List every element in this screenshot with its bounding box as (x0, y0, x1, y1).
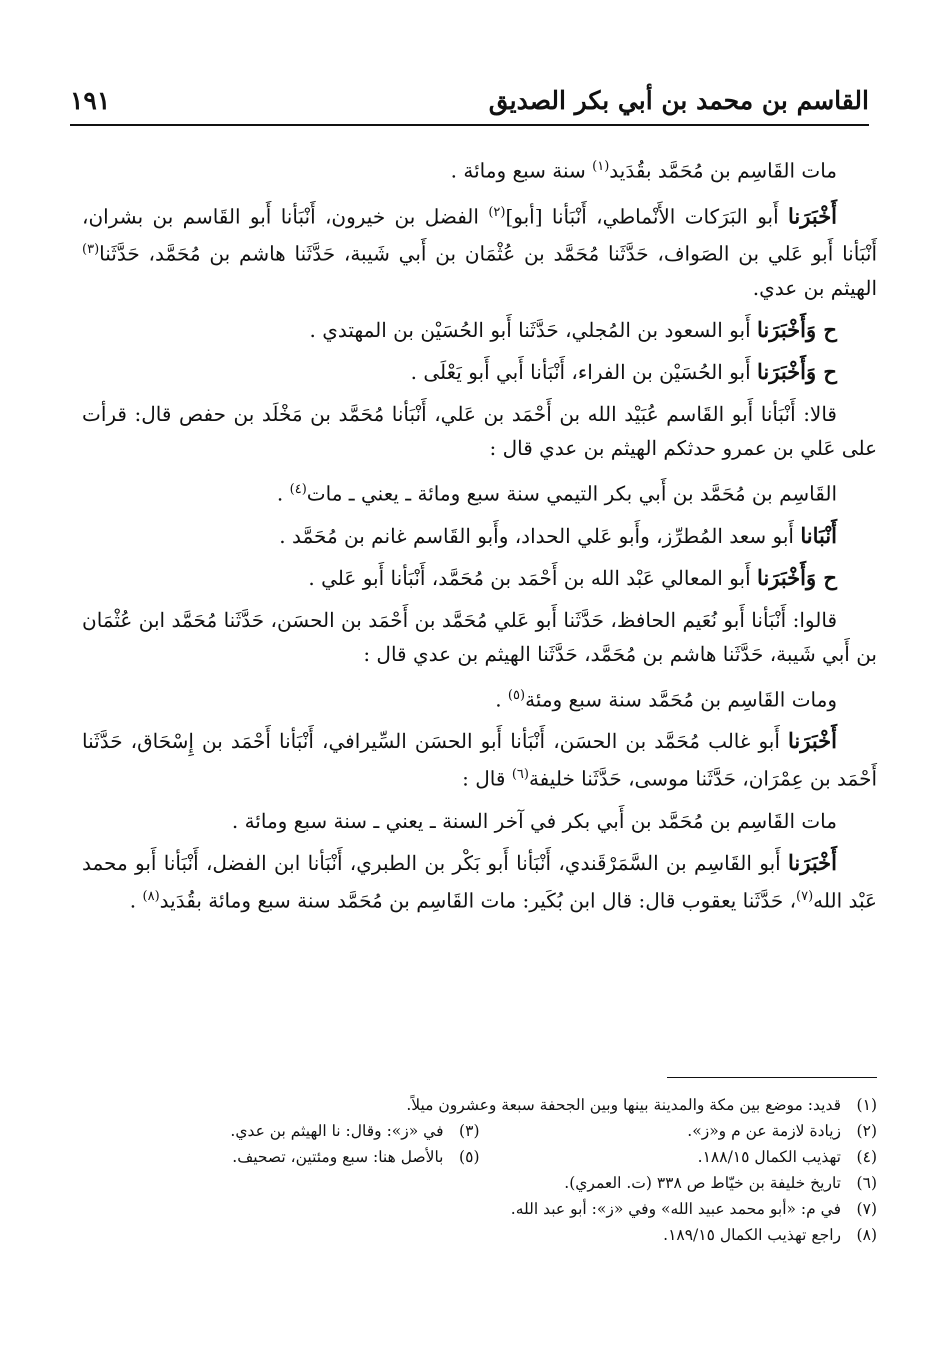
isnad-lead: ح وَأَخْبَرَنا (757, 564, 837, 590)
footnote-rule (667, 1077, 877, 1078)
footnote-item: (٧)في م: «أبو محمد عبيد الله» وفي «ز»: أبو عبد الله. (510, 1200, 877, 1218)
footnote-item: (٦)تاريخ خليفة بن خيّاط ص ٣٣٨ (ت. العمري). (564, 1174, 877, 1192)
footnote-item: (٤)تهذيب الكمال ١٨٨/١٥. (697, 1148, 877, 1166)
footnote-ref: (٨) (142, 888, 160, 904)
footnote-ref: (٦) (511, 767, 529, 783)
footnote-ref: (٣) (82, 242, 100, 258)
footnote-ref: (٤) (289, 481, 307, 497)
paragraph: أَخْبَرَنا أَبو غالب مُحَمَّد بن الحسَن، أَنْبَأنا أَبو الحسَن السِّيرافي، أَنْبَأنا أَحْمَد بن إِسْحَاق، حَدَّثَنا أَحْمَد بن عِمْرَان، حَدَّثَنا موسى، حَدَّثَنا خليفة$^{(٦)}$ قال : (82, 728, 877, 791)
footnote-ref: (٧) (796, 888, 814, 904)
footnote-row (82, 1144, 877, 1170)
footnote-item: (١)قديد: موضع بين مكة والمدينة بينها وبين الجحفة سبعة وعشرون ميلاً. (406, 1096, 877, 1114)
paragraph: أَخْبَرَنا أَبو البَرَكات الأَنْماطي، أَنْبَأنا [أبو]$^{(٢)}$ الفضل بن خيرون، أَنْبَأنا أَبو القَاسم بن بشران، أَنْبَأنا أَبو عَلي بن الصَواف، حَدَّثَنا مُحَمَّد بن عُثْمَان بن أَبي شَيبة، حَدَّثَنا هاشم بن مُحَمَّد، حَدَّثَنا$^{(٣)}$ الهيثم بن عدي. (82, 203, 877, 300)
body-text (82, 150, 877, 926)
paragraph: ح وَأَخْبَرَنا أَبو الحُسَيْن بن الفراء، أَنْبَأنا أَبي أَبو يَعْلَى . (410, 358, 837, 384)
isnad-lead: أَخْبَرَنا (788, 849, 837, 875)
isnad-lead: أَنْبَانا (800, 522, 837, 548)
footnote-ref: (٢) (488, 204, 506, 220)
paragraph: قالوا: أَنْبَأنا أَبو نُعَيم الحافظ، حَدَّثَنا أَبو عَلي مُحَمَّد بن أَحْمَد بن الحسَن، حَدَّثَنا مُحَمَّد ابن عُثْمَان بن أَبي شَيبة، حَدَّثَنا هاشم بن مُحَمَّد، حَدَّثَنا الهيثم بن عدي قال : (82, 607, 877, 666)
paragraph: ومات القَاسِم بن مُحَمَّد سنة سبع ومئة$^{(٥)}$ . (495, 687, 837, 712)
footnote-ref: (١) (592, 159, 610, 174)
isnad-lead: أَخْبَرَنا (788, 728, 837, 754)
footnote-item: (٨)راجع تهذيب الكمال ١٨٩/١٥. (663, 1226, 877, 1244)
footnote-item: (٣)في «ز»: وقال: نا الهيثم بن عدي. (230, 1122, 480, 1140)
running-header (70, 80, 869, 126)
paragraph: ح وَأَخْبَرَنا أَبو المعالي عَبْد الله بن أَحْمَد بن مُحَمَّد، أَنْبَأنا أَبو عَلي . (308, 564, 837, 590)
paragraph: مات القَاسِم بن مُحَمَّد بن أَبي بكر في آخر السنة ـ يعني ـ سنة سبع ومائة . (231, 808, 837, 833)
paragraph: أَنْبَانا أَبو سعد المُطرِّز، وأَبو عَلي الحداد، وأَبو القَاسم غانم بن مُحَمَّد . (279, 522, 837, 548)
footnote-ref: (٥) (507, 687, 526, 703)
paragraph: القَاسِم بن مُحَمَّد بن أَبي بكر التيمي سنة سبع ومائة ـ يعني ـ مات$^{(٤)}$ . (276, 481, 837, 506)
paragraph: أَخْبَرَنا أَبو القَاسِم بن السَّمَرْقَندي، أَنْبَأنا أَبو بَكْر بن الطبري، أَنْبَأنا ابن الفضل، أَنْبَأنا أَبو محمد عَبْد الله$^{(٧)}$، حَدَّثَنا يعقوب قال: قال ابن بُكَير: مات القَاسِم بن مُحَمَّد سنة سبع ومائة بقُدَيد$^{(٨)}$ . (82, 849, 877, 913)
running-title: القاسم بن محمد بن أبي بكر الصديق (488, 86, 869, 115)
header-rule (70, 124, 869, 126)
paragraph: مات القَاسِم بن مُحَمَّد بقُدَيد$^{(١)}$ سنة سبع ومائة . (450, 158, 837, 183)
paragraph: قالا: أَنْبَأنا أَبو القَاسم عُبَيْد الله بن أَحْمَد بن عَلي، أَنْبَأنا مُحَمَّد بن مَخْلَد بن حفص قال: قرأت على عَلي بن عمرو حدثكم الهيثم بن عدي قال : (82, 401, 877, 460)
isnad-lead: أَخْبَرَنا (788, 203, 838, 229)
footnote-item: (٥)بالأصل هنا: سبع ومئتين، تصحيف. (232, 1148, 480, 1166)
paragraph: ح وَأَخْبَرَنا أَبو السعود بن المُجلي، حَدَّثَنا أَبو الحُسَيْن بن المهتدي . (309, 316, 837, 342)
footnote-row (82, 1118, 877, 1144)
page-number: ١٩١ (70, 86, 111, 115)
isnad-lead: ح وَأَخْبَرَنا (757, 316, 837, 342)
footnote-item: (٢)زيادة لازمة عن م و«ز». (687, 1122, 877, 1140)
footnotes (82, 1092, 877, 1248)
isnad-lead: ح وَأَخْبَرَنا (757, 358, 837, 384)
